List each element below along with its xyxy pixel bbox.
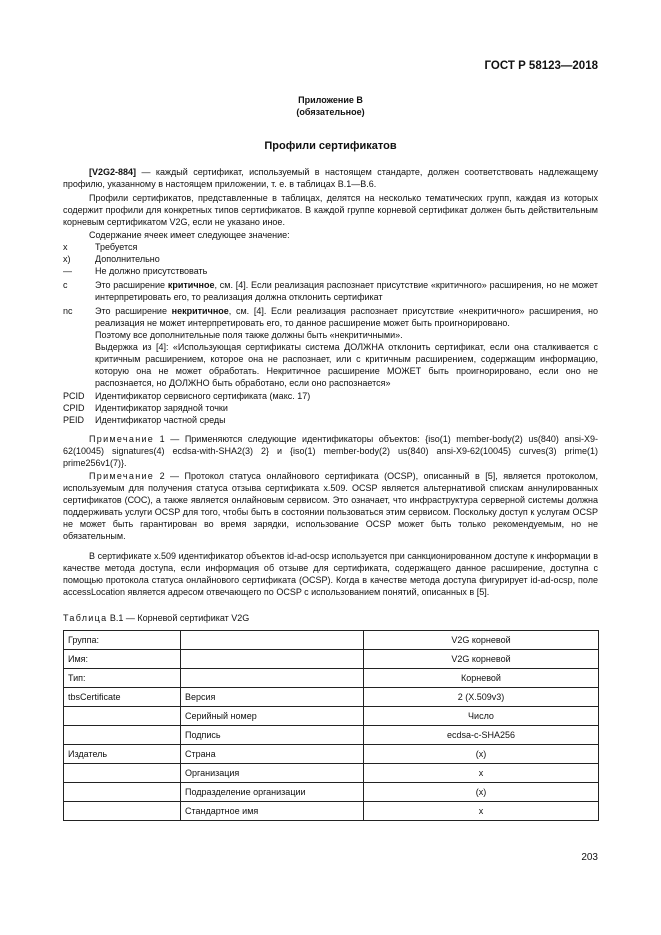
field-name-cell: Страна [181, 745, 364, 764]
table-row [64, 631, 599, 650]
intro-paragraph-3: Содержание ячеек имеет следующее значение: [89, 230, 290, 240]
table-caption: Таблица В.1 — Корневой сертификат V2G [63, 613, 250, 623]
field-group-cell [64, 764, 181, 783]
field-name-cell: Подпись [181, 726, 364, 745]
field-group-cell [64, 707, 181, 726]
field-name-cell [181, 669, 364, 688]
requirement-tag: [V2G2-884] [89, 167, 137, 177]
table-row [64, 726, 599, 745]
page-number: 203 [581, 852, 598, 863]
table-row [64, 783, 599, 802]
field-value-cell: V2G корневой [364, 650, 599, 669]
field-value-cell: (x) [364, 783, 599, 802]
appendix-status: (обязательное) [296, 107, 365, 117]
note-1: Примечание 1 — Применяются следующие идентификаторы объектов: {iso(1) member-body(2) us(840) ansi-X9-62(10045) signatures(4) ecdsa-with-SHA2(3) 2} и {iso(1) member-body(2) us(840) ansi-X9-62(10045) curves(3) prime(1) prime256v1(7)}. [63, 434, 598, 468]
table-row [64, 764, 599, 783]
field-name-cell: Подразделение организации [181, 783, 364, 802]
field-value-cell: 2 (X.509v3) [364, 688, 599, 707]
field-group-cell: Тип: [64, 669, 181, 688]
field-name-cell [181, 631, 364, 650]
field-group-cell: Группа: [64, 631, 181, 650]
field-group-cell: Имя: [64, 650, 181, 669]
ocsp-paragraph: В сертификате x.509 идентификатор объектов id-ad-ocsp используется при санкционированном доступе к информации в качестве метода доступа, если информация об отзыве для сертификата, содержащего данное расширение, доступна с помощью протокола статуса онлайнового сертификата (OCSP). Когда в качестве метода доступа фигурирует id-ad-ocsp, поле accessLocation является адресом отвечающего по OCSP с использованием понятий, описанных в [5]. [63, 551, 598, 597]
field-value-cell: x [364, 802, 599, 821]
field-group-cell [64, 783, 181, 802]
field-name-cell: Серийный номер [181, 707, 364, 726]
root-certificate-table [63, 630, 599, 821]
field-value-cell: V2G корневой [364, 631, 599, 650]
field-value-cell: (x) [364, 745, 599, 764]
field-name-cell: Стандартное имя [181, 802, 364, 821]
table-row [64, 688, 599, 707]
field-group-cell: tbsCertificate [64, 688, 181, 707]
table-row [64, 707, 599, 726]
field-value-cell: Корневой [364, 669, 599, 688]
table-row [64, 669, 599, 688]
field-name-cell: Организация [181, 764, 364, 783]
note-2: Примечание 2 — Протокол статуса онлайнового сертификата (OCSP), описанный в [5], является протоколом, используемым для получения статуса отзыва сертификата x.509. OCSP является альтернативой спискам аннулированных сертификатов (СОС), а также является онлайновым сервисом. Это означает, что инфраструктура серверной системы должна поддерживать услуги OCSP для того, чтобы быть в состоянии пользоваться этим сервисом. Поскольку доступ к услугам OCSP не может быть гарантирован во время зарядки, использование OCSP может быть только рекомендуемым, но не обязательным. [63, 471, 598, 541]
section-title: Профили сертификатов [264, 140, 397, 152]
field-value-cell: x [364, 764, 599, 783]
field-group-cell [64, 802, 181, 821]
field-name-cell: Версия [181, 688, 364, 707]
table-row [64, 802, 599, 821]
appendix-title: Приложение В [298, 95, 363, 105]
table-row [64, 745, 599, 764]
field-name-cell [181, 650, 364, 669]
document-header: ГОСТ Р 58123—2018 [484, 60, 598, 72]
field-value-cell: ecdsa-c-SHA256 [364, 726, 599, 745]
table-row [64, 650, 599, 669]
field-group-cell: Издатель [64, 745, 181, 764]
intro-paragraph-1: [V2G2-884] — каждый сертификат, используемый в настоящем стандарте, должен соответствовать надлежащему профилю, указанному в настоящем приложении, т. е. в таблицах В.1—В.6. [63, 167, 598, 189]
intro-paragraph-2: Профили сертификатов, представленные в таблицах, делятся на несколько тематических групп, каждая из которых содержит профили для конкретных типов сертификатов. В каждой группе корневой сертификат должен быть действительным корневым сертификатом V2G, если не указано иное. [63, 193, 598, 227]
field-value-cell: Число [364, 707, 599, 726]
field-group-cell [64, 726, 181, 745]
